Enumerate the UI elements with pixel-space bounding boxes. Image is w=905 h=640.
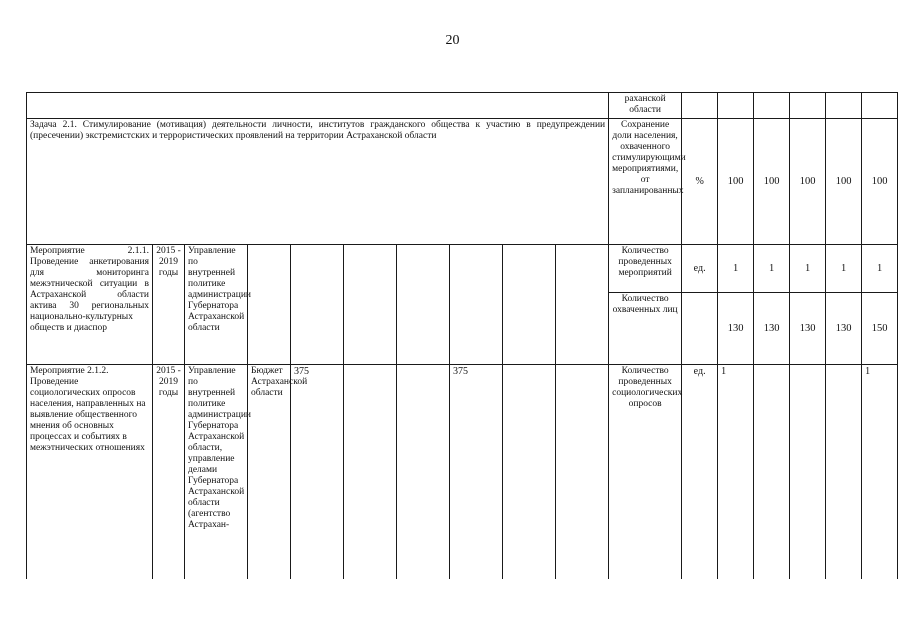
task-value-3: 100 xyxy=(790,119,826,245)
measure-2-1-1-value-3: 1 xyxy=(790,245,826,293)
measure-2-1-1-value-2: 1 xyxy=(754,245,790,293)
table-row-measure-2-1-1 xyxy=(27,245,898,293)
measure-2-1-2-unit: ед. xyxy=(682,365,718,579)
page-number: 20 xyxy=(445,33,460,48)
table-row-measure-2-1-2 xyxy=(27,365,898,579)
table-row-task xyxy=(27,119,898,245)
measure-2-1-2-executor: Управление по внутренней политике администрации Губернатора Астраханской области, управление делами Губернатора Астраханской области (агентство Астрахан- xyxy=(185,365,248,579)
table-row-continuation xyxy=(27,93,898,119)
measure-2-1-1-value-1: 1 xyxy=(718,245,754,293)
measure-2-1-1-indicator-2: Количество охваченных лиц xyxy=(609,293,682,365)
measure-2-1-1-count-2: 130 xyxy=(754,293,790,365)
task-unit: % xyxy=(682,119,718,245)
measure-2-1-2-source: Бюджет Астраханской области xyxy=(248,365,291,579)
measure-2-1-1-count-1: 130 xyxy=(718,293,754,365)
measure-2-1-1-value-4: 1 xyxy=(826,245,862,293)
measure-2-1-1-count-5: 150 xyxy=(862,293,898,365)
measure-2-1-1-unit-1: ед. xyxy=(682,245,718,293)
indicator-continuation: раханской области xyxy=(609,93,682,119)
measure-2-1-2-year-value: 375 xyxy=(450,365,503,579)
task-value-5: 100 xyxy=(862,119,898,245)
measure-2-1-2-indicator: Количество проведенных социологических опросов xyxy=(609,365,682,579)
measure-2-1-1-years: 2015 - 2019 годы xyxy=(153,245,185,365)
measure-2-1-2-total: 375 xyxy=(291,365,344,579)
measure-2-1-2-name: Мероприятие 2.1.2. Проведение социологических опросов населения, направленных на выявление общественного мнения об основных процессах и событиях в межэтнических отношениях xyxy=(27,365,153,579)
measure-2-1-1-name: Мероприятие 2.1.1. Проведение анкетирования для мониторинга межэтнической ситуации в Астраханской области актива 30 региональных национально-культурных обществ и диаспор xyxy=(27,245,153,365)
task-title: Задача 2.1. Стимулирование (мотивация) деятельности личности, институтов гражданского общества к участию в предупреждении (пресечении) экстремистских и террористических проявлений на территории Астраханской области xyxy=(27,119,609,245)
task-value-1: 100 xyxy=(718,119,754,245)
measure-2-1-1-unit-2 xyxy=(682,293,718,365)
measure-2-1-2-years: 2015 - 2019 годы xyxy=(153,365,185,579)
task-indicator: Сохранение доли населения, охваченного стимулирующими мероприятиями, от запланированных xyxy=(609,119,682,245)
measure-2-1-2-value-5: 1 xyxy=(862,365,898,579)
measure-2-1-1-count-4: 130 xyxy=(826,293,862,365)
measure-2-1-1-value-5: 1 xyxy=(862,245,898,293)
measure-2-1-1-executor: Управление по внутренней политике администрации Губернатора Астраханской области xyxy=(185,245,248,365)
task-value-4: 100 xyxy=(826,119,862,245)
program-table xyxy=(26,92,898,579)
measure-2-1-2-value-1: 1 xyxy=(718,365,754,579)
task-value-2: 100 xyxy=(754,119,790,245)
measure-2-1-1-indicator-1: Количество проведенных мероприятий xyxy=(609,245,682,293)
measure-2-1-1-count-3: 130 xyxy=(790,293,826,365)
